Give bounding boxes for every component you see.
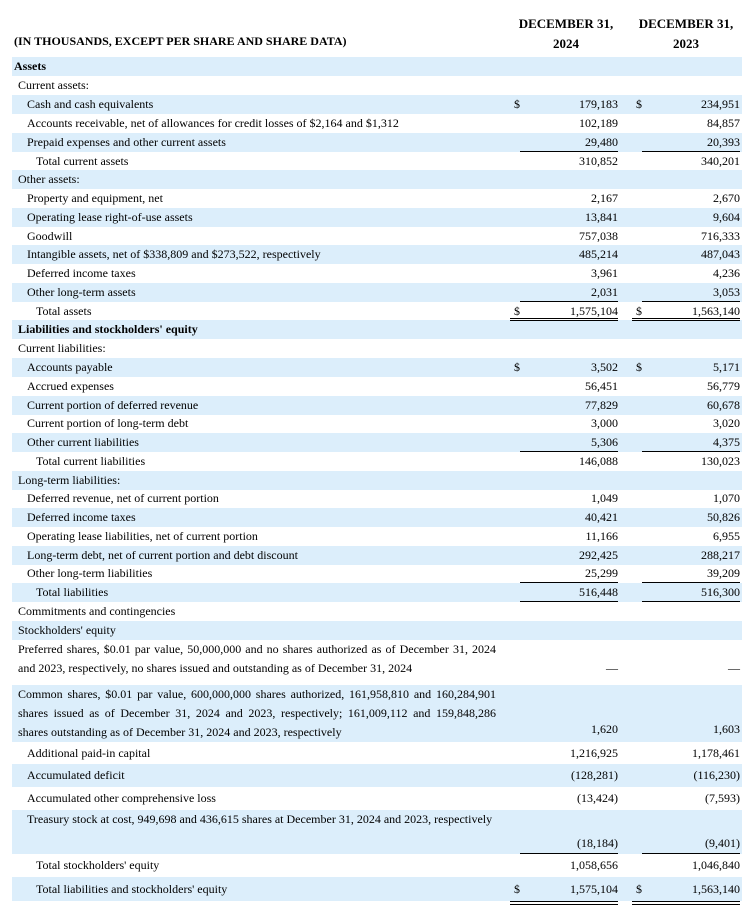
value-2024: 3,502	[591, 360, 618, 374]
row-label: Goodwill	[27, 229, 73, 243]
value-2023: (7,593)	[705, 791, 740, 805]
row-label: Long-term debt, net of current portion and debt discount	[27, 548, 298, 562]
value-2024: (128,281)	[571, 768, 618, 782]
table-row	[12, 471, 742, 490]
value-2024: 146,088	[579, 454, 618, 468]
total-rule	[520, 582, 618, 583]
value-2023: 2,670	[713, 191, 740, 205]
value-2023: 50,826	[707, 510, 740, 524]
row-label: Long-term liabilities:	[18, 473, 121, 487]
value-2024: 757,038	[579, 229, 618, 243]
value-2023: 20,393	[707, 135, 740, 149]
currency-symbol: $	[514, 304, 520, 318]
total-rule	[642, 601, 740, 602]
currency-symbol: $	[514, 360, 520, 374]
value-2023: 60,678	[707, 398, 740, 412]
value-2024: 292,425	[579, 548, 618, 562]
value-2024: 516,448	[579, 585, 618, 599]
table-row	[12, 339, 742, 358]
table-row	[12, 489, 742, 508]
table-row	[12, 57, 742, 76]
total-rule	[632, 901, 740, 902]
value-2023: 1,603	[713, 722, 740, 736]
total-rule	[642, 582, 740, 583]
value-2024: 179,183	[579, 97, 618, 111]
value-2024: 1,216,925	[570, 746, 618, 760]
table-row	[12, 583, 742, 602]
value-2023: 56,779	[707, 379, 740, 393]
table-row	[12, 508, 742, 527]
value-2023: 516,300	[701, 585, 740, 599]
table-row	[12, 414, 742, 433]
row-label: Total liabilities and stockholders' equity	[36, 882, 228, 896]
table-row	[12, 527, 742, 546]
value-2024: 310,852	[579, 154, 618, 168]
table-row	[12, 133, 742, 152]
value-2023: 340,201	[701, 154, 740, 168]
value-2024: 40,421	[585, 510, 618, 524]
value-2024: (18,184)	[577, 836, 618, 850]
table-row	[12, 320, 742, 339]
row-label: Stockholders' equity	[18, 623, 116, 637]
row-label: Operating lease right-of-use assets	[27, 210, 193, 224]
column-header-2023	[628, 14, 744, 54]
total-rule	[632, 318, 740, 319]
table-row	[12, 602, 742, 621]
column-header-2024-month: DECEMBER 31,	[518, 16, 614, 31]
column-header-2023-month: DECEMBER 31,	[638, 16, 734, 31]
row-label: Property and equipment, net	[27, 191, 163, 205]
total-rule	[520, 301, 618, 302]
table-row	[12, 114, 742, 133]
value-2024: 25,299	[585, 566, 618, 580]
value-2024: 29,480	[585, 135, 618, 149]
table-row	[12, 208, 742, 227]
total-rule	[642, 151, 740, 152]
row-label: Current liabilities:	[18, 341, 106, 355]
value-2023: 3,053	[713, 285, 740, 299]
total-rule	[520, 451, 618, 452]
currency-symbol: $	[636, 97, 642, 111]
value-2023: 1,563,140	[692, 882, 740, 896]
row-label: Current portion of long-term debt	[27, 416, 189, 430]
row-label: Preferred shares, $0.01 par value, 50,000,000 and no shares authorized as of December 31, 2024 and 2023, respectively, no shares issued and outstanding as of December 31, 2024	[18, 642, 496, 675]
row-label: Commitments and contingencies	[18, 604, 176, 618]
total-rule	[520, 853, 618, 854]
value-2024: 11,166	[585, 529, 618, 543]
value-2023: 4,236	[713, 266, 740, 280]
total-rule	[642, 853, 740, 854]
table-row	[12, 396, 742, 415]
value-2023: 1,070	[713, 491, 740, 505]
total-rule	[520, 601, 618, 602]
table-row	[12, 810, 742, 854]
table-row	[12, 264, 742, 283]
table-row	[12, 854, 742, 876]
value-2024: 3,961	[591, 266, 618, 280]
table-row	[12, 377, 742, 396]
value-2023: 487,043	[701, 247, 740, 261]
value-2024: 56,451	[585, 379, 618, 393]
value-2023: (9,401)	[705, 836, 740, 850]
row-label: Operating lease liabilities, net of current portion	[27, 529, 258, 543]
row-label: Additional paid-in capital	[27, 746, 151, 760]
table-row	[12, 452, 742, 471]
row-label: Intangible assets, net of $338,809 and $273,522, respectively	[27, 247, 321, 261]
row-label: Other assets:	[18, 172, 80, 186]
row-label: Total stockholders' equity	[36, 858, 160, 872]
table-row	[12, 358, 742, 377]
table-row	[12, 283, 742, 302]
table-row	[12, 877, 742, 901]
value-2024: 102,189	[579, 116, 618, 130]
table-row	[12, 433, 742, 452]
row-label: Other current liabilities	[27, 435, 139, 449]
row-label: Current portion of deferred revenue	[27, 398, 199, 412]
table-row	[12, 640, 742, 685]
value-2024: —	[606, 661, 618, 675]
value-2023: 1,563,140	[692, 304, 740, 318]
column-header-2023-year: 2023	[673, 36, 699, 51]
row-label: Total liabilities	[36, 585, 109, 599]
value-2023: 5,171	[713, 360, 740, 374]
value-2023: 234,951	[701, 97, 740, 111]
row-label: Current assets:	[18, 78, 89, 92]
total-rule	[642, 451, 740, 452]
value-2024: 13,841	[585, 210, 618, 224]
value-2024: 1,620	[591, 722, 618, 736]
row-label: Deferred revenue, net of current portion	[27, 491, 219, 505]
value-2024: 1,575,104	[570, 304, 618, 318]
value-2024: 77,829	[585, 398, 618, 412]
row-label: Accrued expenses	[27, 379, 114, 393]
units-label: (IN THOUSANDS, EXCEPT PER SHARE AND SHARE DATA)	[14, 34, 347, 48]
currency-symbol: $	[636, 882, 642, 896]
value-2024: 5,306	[591, 435, 618, 449]
value-2023: (116,230)	[693, 768, 740, 782]
row-label: Prepaid expenses and other current assets	[27, 135, 226, 149]
value-2023: 84,857	[707, 116, 740, 130]
value-2023: 1,046,840	[692, 858, 740, 872]
column-header-2024	[508, 14, 624, 54]
value-2023: 6,955	[713, 529, 740, 543]
row-label: Deferred income taxes	[27, 510, 136, 524]
row-label: Accounts payable	[27, 360, 113, 374]
table-row	[12, 95, 742, 114]
row-label: Total current assets	[36, 154, 129, 168]
table-row	[12, 546, 742, 565]
total-rule	[632, 320, 740, 321]
table-row	[12, 787, 742, 810]
value-2024: 2,167	[591, 191, 618, 205]
value-2023: 3,020	[713, 416, 740, 430]
total-rule	[510, 901, 618, 902]
value-2023: 1,178,461	[692, 746, 740, 760]
currency-symbol: $	[636, 304, 642, 318]
row-label: Other long-term assets	[27, 285, 136, 299]
currency-symbol: $	[636, 360, 642, 374]
value-2023: 4,375	[713, 435, 740, 449]
table-row	[12, 189, 742, 208]
row-label: Assets	[14, 59, 46, 73]
value-2024: 1,575,104	[570, 882, 618, 896]
table-row	[12, 76, 742, 95]
row-label: Liabilities and stockholders' equity	[18, 322, 198, 336]
total-rule	[510, 320, 618, 321]
value-2024: 1,049	[591, 491, 618, 505]
table-row	[12, 742, 742, 764]
total-rule	[520, 151, 618, 152]
value-2023: 9,604	[713, 210, 740, 224]
row-label: Accumulated deficit	[27, 768, 125, 782]
currency-symbol: $	[514, 97, 520, 111]
table-row	[12, 170, 742, 189]
value-2023: 39,209	[707, 566, 740, 580]
column-header-2024-year: 2024	[553, 36, 579, 51]
row-label: Other long-term liabilities	[27, 566, 153, 580]
value-2024: (13,424)	[577, 791, 618, 805]
table-row	[12, 245, 742, 264]
value-2024: 1,058,656	[570, 858, 618, 872]
row-label: Common shares, $0.01 par value, 600,000,000 shares authorized, 161,958,810 and 160,284,901 shares issued as of December 31, 2024 and 2023, respectively; 161,009,112 and 159,848,286 shares outstanding as of December 31, 2024 and 2023, respectively	[18, 687, 496, 739]
total-rule	[510, 318, 618, 319]
table-row	[12, 685, 742, 742]
value-2023: 288,217	[701, 548, 740, 562]
table-row	[12, 564, 742, 583]
value-2024: 485,214	[579, 247, 618, 261]
table-row	[12, 152, 742, 171]
total-rule	[632, 904, 740, 905]
value-2024: 2,031	[591, 285, 618, 299]
row-label: Deferred income taxes	[27, 266, 136, 280]
currency-symbol: $	[514, 882, 520, 896]
table-row	[12, 764, 742, 787]
row-label: Total current liabilities	[36, 454, 146, 468]
table-row	[12, 227, 742, 246]
row-label: Cash and cash equivalents	[27, 97, 154, 111]
value-2024: 3,000	[591, 416, 618, 430]
row-label: Total assets	[36, 304, 92, 318]
row-label: Accumulated other comprehensive loss	[27, 791, 216, 805]
value-2023: 716,333	[701, 229, 740, 243]
row-label: Treasury stock at cost, 949,698 and 436,615 shares at December 31, 2024 and 2023, respectively	[27, 812, 493, 826]
total-rule	[510, 904, 618, 905]
table-row	[12, 621, 742, 640]
total-rule	[642, 301, 740, 302]
row-label: Accounts receivable, net of allowances for credit losses of $2,164 and $1,312	[27, 116, 399, 130]
value-2023: —	[728, 661, 740, 675]
value-2023: 130,023	[701, 454, 740, 468]
